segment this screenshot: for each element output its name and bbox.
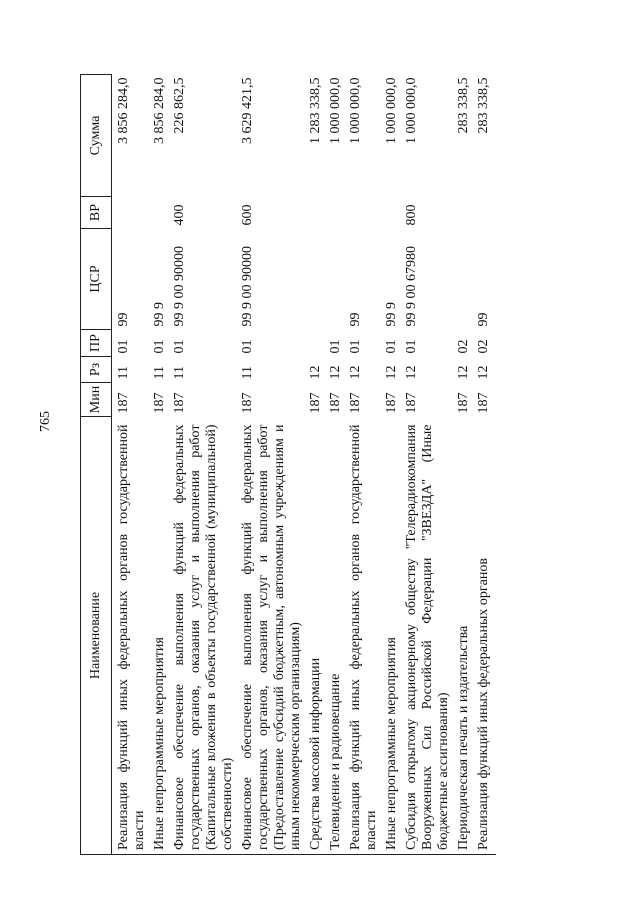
table-row: [472, 75, 496, 855]
row-vr: [380, 197, 400, 229]
row-rz: 12: [328, 365, 343, 380]
row-sum: 3 629 421,5: [240, 77, 255, 144]
table-row: [344, 75, 380, 855]
page-number: 765: [38, 411, 53, 432]
row-rz: 12: [384, 365, 399, 380]
row-csr: 99 9: [152, 302, 167, 327]
row-csr: [324, 229, 344, 330]
row-vr: [148, 197, 168, 229]
row-min: 187: [384, 392, 399, 414]
header-csr: ЦСР: [81, 229, 112, 330]
row-name: Иные непрограммные мероприятия: [380, 417, 400, 855]
table-row: [400, 75, 452, 855]
row-min: 187: [404, 392, 419, 414]
table-header: [81, 75, 112, 855]
row-name: Реализация функций иных федеральных органов государственной власти: [112, 417, 149, 855]
row-pr: 02: [456, 339, 471, 354]
row-rz: 11: [152, 366, 167, 380]
row-sum: 1 000 000,0: [404, 77, 419, 144]
row-csr: 99 9 00 67980: [404, 246, 419, 327]
row-pr: 01: [152, 339, 167, 354]
row-min: 187: [456, 392, 471, 414]
row-csr: 99: [116, 312, 131, 327]
row-vr: [324, 197, 344, 229]
row-csr: 99 9 00 90000: [240, 246, 255, 327]
row-pr: 01: [328, 339, 343, 354]
row-sum: 1 283 338,5: [308, 77, 323, 144]
row-name: Иные непрограммные мероприятия: [148, 417, 168, 855]
row-min: 187: [172, 392, 187, 414]
row-min: 187: [116, 392, 131, 414]
row-vr: [452, 197, 472, 229]
row-sum: 1 000 000,0: [348, 77, 363, 144]
row-min: 187: [476, 392, 491, 414]
table-row: [324, 75, 344, 855]
row-sum: 1 000 000,0: [328, 77, 343, 144]
row-vr: 600: [240, 204, 255, 226]
row-pr: 01: [404, 339, 419, 354]
row-min: 187: [152, 392, 167, 414]
row-name: Финансовое обеспечение выполнения функций федеральных государственных органов, оказания услуг и выполнения работ (Капитальные вложения в объекты государственной (муниципальной) собственности): [168, 417, 236, 855]
header-vr: ВР: [81, 197, 112, 229]
table-row: [168, 75, 236, 855]
row-name: Финансовое обеспечение выполнения функций федеральных государственных органов, оказания услуг и выполнения работ (Предоставление субсидий бюджетным, автономным учреждениям и иным некоммерческим организациям): [236, 417, 304, 855]
row-rz: 12: [456, 365, 471, 380]
row-name: Периодическая печать и издательства: [452, 417, 472, 855]
row-min: 187: [240, 392, 255, 414]
row-pr: 01: [172, 339, 187, 354]
row-name: Средства массовой информации: [304, 417, 324, 855]
row-rz: 11: [116, 366, 131, 380]
row-csr: [452, 229, 472, 330]
row-min: 187: [308, 392, 323, 414]
row-pr: [304, 330, 324, 357]
table-body: [112, 75, 497, 855]
row-pr: 01: [348, 339, 363, 354]
row-vr: 800: [404, 204, 419, 226]
row-sum: 3 856 284,0: [152, 77, 167, 144]
row-sum: 1 000 000,0: [384, 77, 399, 144]
row-name: Реализация функций иных федеральных органов: [472, 417, 496, 855]
row-sum: 226 862,5: [172, 77, 187, 134]
row-rz: 11: [240, 366, 255, 380]
header-sum: Сумма: [81, 75, 112, 197]
row-csr: 99 9 00 90000: [172, 246, 187, 327]
row-vr: [472, 197, 496, 229]
row-sum: 283 338,5: [456, 77, 471, 134]
table-row: [304, 75, 324, 855]
table-row: [452, 75, 472, 855]
row-name: Телевидение и радиовещание: [324, 417, 344, 855]
row-vr: [112, 197, 149, 229]
row-name: Реализация функций иных федеральных органов государственной власти: [344, 417, 380, 855]
row-csr: 99: [348, 312, 363, 327]
budget-table: [80, 74, 496, 855]
row-pr: 02: [476, 339, 491, 354]
header-min: Мин: [81, 383, 112, 417]
row-min: 187: [328, 392, 343, 414]
row-vr: [304, 197, 324, 229]
row-name: Субсидия открытому акционерному обществу "Телерадиокомпания Вооруженных Сил Российской Федерации "ЗВЕЗДА" (Иные бюджетные ассигнования): [400, 417, 452, 855]
table-row: [236, 75, 304, 855]
table-row: [380, 75, 400, 855]
header-rz: Рз: [81, 357, 112, 383]
row-sum: 283 338,5: [476, 77, 491, 134]
row-vr: [344, 197, 380, 229]
row-pr: 01: [240, 339, 255, 354]
header-name: Наименование: [81, 417, 112, 855]
row-rz: 11: [172, 366, 187, 380]
row-rz: 12: [476, 365, 491, 380]
row-pr: 01: [384, 339, 399, 354]
row-pr: 01: [116, 339, 131, 354]
row-rz: 12: [404, 365, 419, 380]
row-min: 187: [348, 392, 363, 414]
table-row: [148, 75, 168, 855]
table-row: [112, 75, 149, 855]
row-csr: 99 9: [384, 302, 399, 327]
row-sum: 3 856 284,0: [116, 77, 131, 144]
row-csr: [304, 229, 324, 330]
header-pr: ПР: [81, 330, 112, 357]
row-csr: 99: [476, 312, 491, 327]
row-vr: 400: [172, 204, 187, 226]
row-rz: 12: [308, 365, 323, 380]
row-rz: 12: [348, 365, 363, 380]
